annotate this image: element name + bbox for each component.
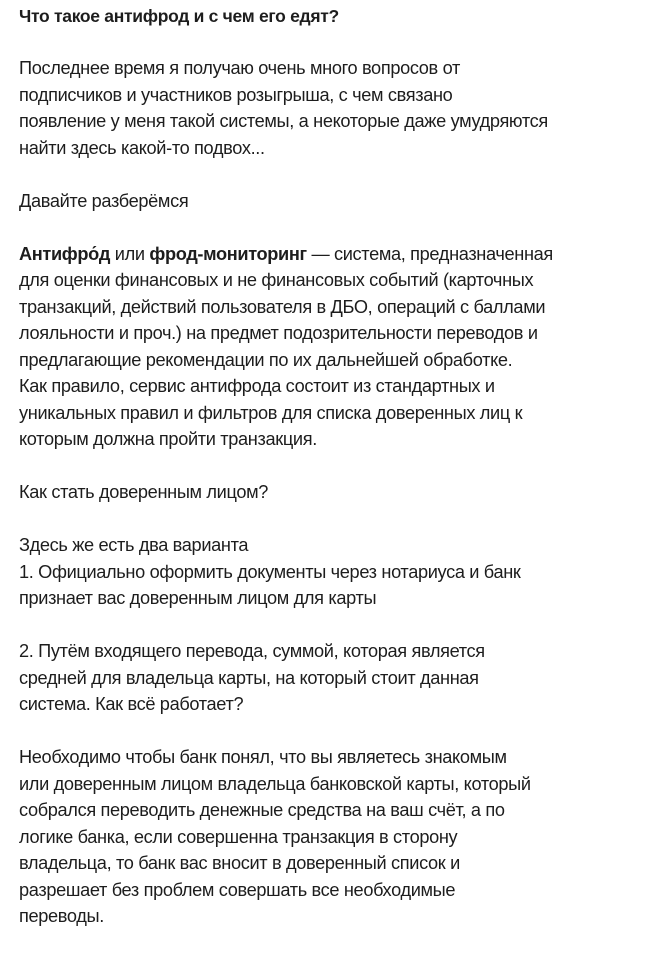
- option-2: [19, 638, 649, 718]
- explanation-paragraph: [19, 744, 649, 930]
- text-line: признает вас доверенным лицом для карты: [19, 588, 377, 608]
- post-body: [19, 0, 649, 930]
- text-line: появление у меня такой системы, а некоторые даже умудряются: [19, 111, 548, 131]
- text-line: система. Как всё работает?: [19, 694, 244, 714]
- definition-paragraph: [19, 241, 649, 453]
- options-intro-line: Здесь же есть два варианта: [19, 535, 249, 555]
- term-fraud-monitoring: фрод-мониторинг: [149, 243, 307, 264]
- term-antifraud: Антифро́д: [19, 243, 111, 264]
- intro-paragraph: [19, 55, 649, 161]
- text-line: Как правило, сервис антифрода состоит из стандартных и: [19, 376, 495, 396]
- definition-rest: — система, предназначенная: [306, 243, 553, 264]
- text-line: транзакций, действий пользователя в ДБО, операций с баллами: [19, 296, 546, 317]
- text-line: уникальных правил и фильтров для списка доверенных лиц к: [19, 402, 523, 423]
- text-line: собрался переводить денежные средства на ваш счёт, а по: [19, 800, 505, 820]
- text-line: лояльности и проч.) на предмет подозрительности переводов и: [19, 323, 538, 343]
- text-line: Последнее время я получаю очень много вопросов от: [19, 58, 460, 78]
- definition-first-line: [19, 241, 649, 268]
- option-1: [19, 559, 649, 612]
- text-line: подписчиков и участников розыгрыша, с чем связано: [19, 84, 453, 105]
- text-line: для оценки финансовых и не финансовых событий (карточных: [19, 270, 534, 290]
- text-line: разрешает без проблем совершать все необходимые: [19, 879, 456, 900]
- question-line: Как стать доверенным лицом?: [19, 482, 269, 502]
- text-line: 1. Официально оформить документы через нотариуса и банк: [19, 561, 521, 582]
- post-title: Что такое антифрод и с чем его едят?: [19, 6, 339, 26]
- text-line: найти здесь какой-то подвох...: [19, 137, 265, 158]
- text-line: владельца, то банк вас вносит в доверенный список и: [19, 853, 460, 873]
- text-line: или доверенным лицом владельца банковской карты, который: [19, 773, 531, 794]
- text-line: которым должна пройти транзакция.: [19, 429, 317, 449]
- text-line: средней для владельца карты, на который стоит данная: [19, 667, 479, 688]
- text-line: Необходимо чтобы банк понял, что вы являетесь знакомым: [19, 747, 507, 767]
- text-line: 2. Путём входящего перевода, суммой, которая является: [19, 641, 485, 661]
- conjunction-or: или: [110, 243, 150, 264]
- lets-figure-line: Давайте разберёмся: [19, 190, 189, 211]
- text-line: предлагающие рекомендации по их дальнейшей обработке.: [19, 349, 513, 370]
- text-line: переводы.: [19, 906, 104, 926]
- text-line: логике банка, если совершенна транзакция в сторону: [19, 826, 458, 847]
